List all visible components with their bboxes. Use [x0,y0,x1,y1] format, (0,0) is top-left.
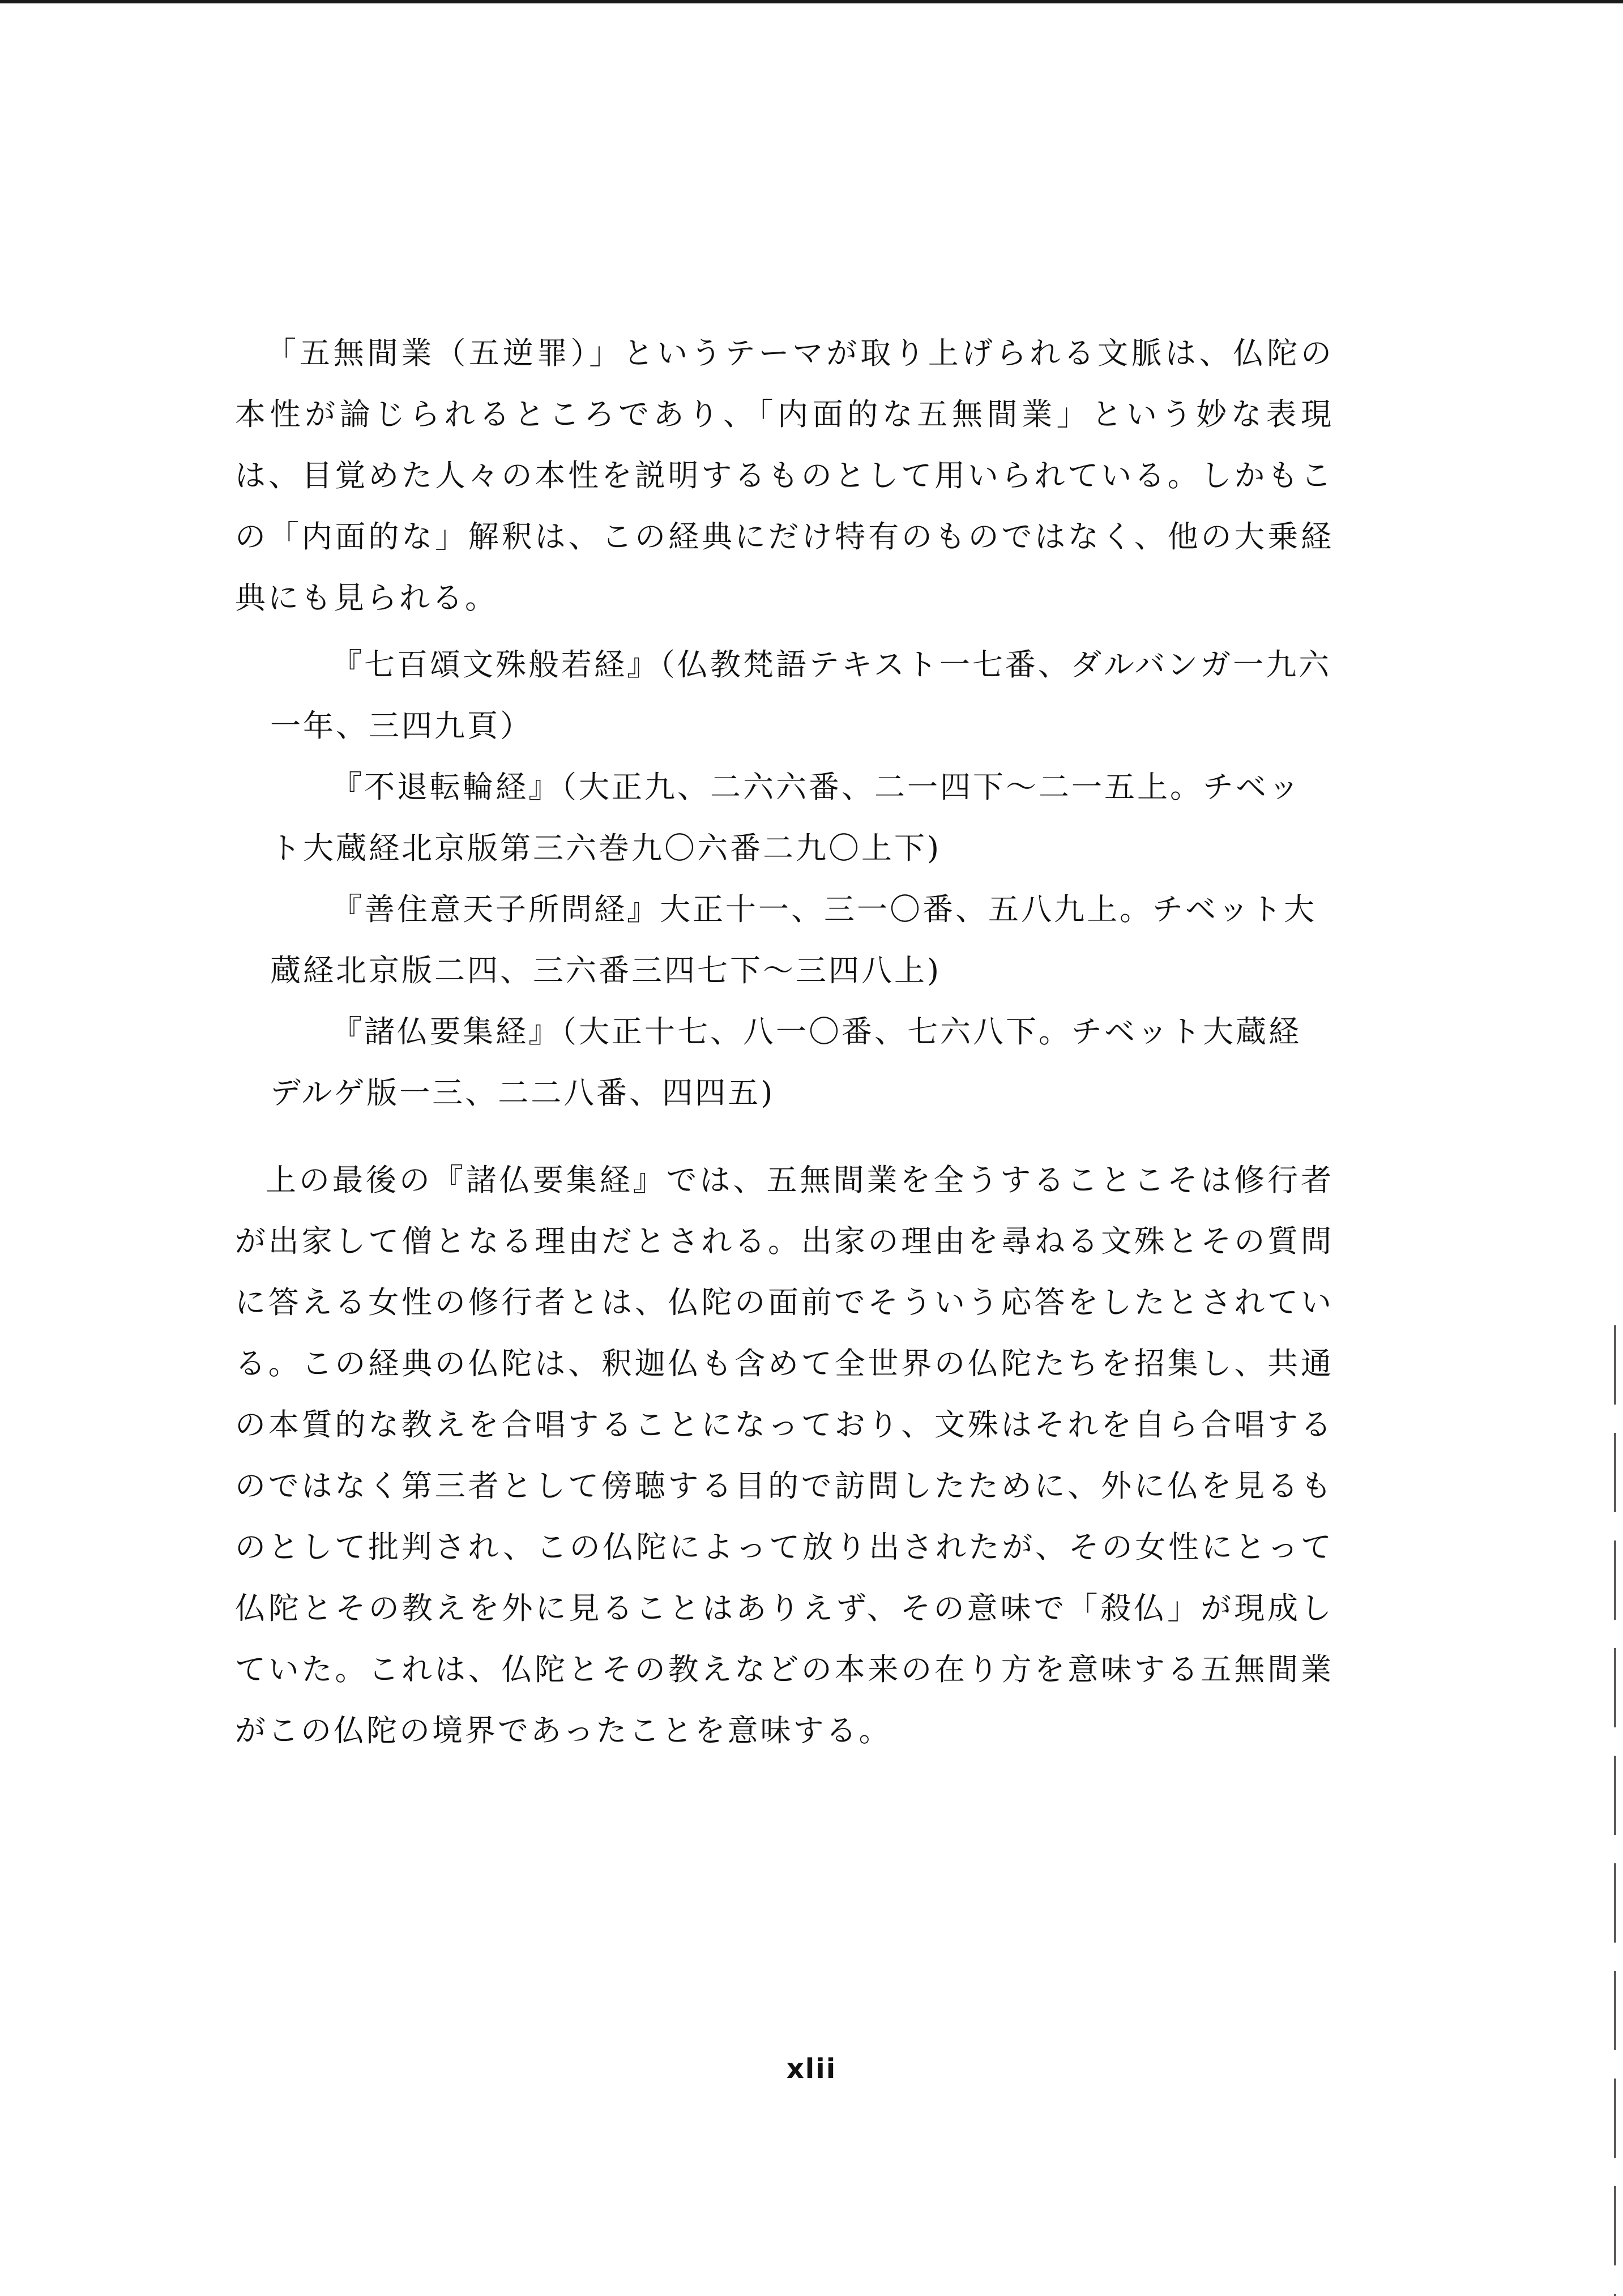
reference-item: 『七百頌文殊般若経』（仏教梵語テキスト一七番、ダルバンガ一九六一年、三四九頁） [270,647,1332,744]
reference-list [235,634,1334,1124]
page-number: xlii [786,2053,837,2085]
scan-top-border [0,0,1623,3]
scan-right-edge [1614,1325,1616,2296]
body-paragraph-1: 「五無間業（五逆罪）」というテーマが取り上げられる文脈は、仏陀の本性が論じられるところであり、「内面的な五無間業」という妙な表現は、目覚めた人々の本性を説明するものとして用いられている。しかもこの「内面的な」解釈は、この経典にだけ特有のものではなく、他の大乗経典にも見られる。 [235,335,1334,616]
reference-item: 『不退転輪経』（大正九、二六六番、二一四下～二一五上。チベット大蔵経北京版第三六巻九〇六番二九〇上下) [270,769,1301,866]
reference-item: 『諸仏要集経』（大正十七、八一〇番、七六八下。チベット大蔵経デルゲ版一三、二二八番、四四五) [270,1014,1301,1111]
body-paragraph-2: 上の最後の『諸仏要集経』では、五無間業を全うすることこそは修行者が出家して僧となる理由だとされる。出家の理由を尋ねる文殊とその質問に答える女性の修行者とは、仏陀の面前でそういう応答をしたとされている。この経典の仏陀は、釈迦仏も含めて全世界の仏陀たちを招集し、共通の本質的な教えを合唱することになっており、文殊はそれを自ら合唱するのではなく第三者として傍聴する目的で訪問したために、外に仏を見るものとして批判され、この仏陀によって放り出されたが、その女性にとって仏陀とその教えを外に見ることはありえず、その意味で「殺仏」が現成していた。これは、仏陀とその教えなどの本来の在り方を意味する五無間業がこの仏陀の境界であったことを意味する。 [235,1162,1334,1748]
reference-item: 『善住意天子所問経』大正十一、三一〇番、五八九上。チベット大蔵経北京版二四、三六番三四七下～三四八上) [270,891,1317,988]
